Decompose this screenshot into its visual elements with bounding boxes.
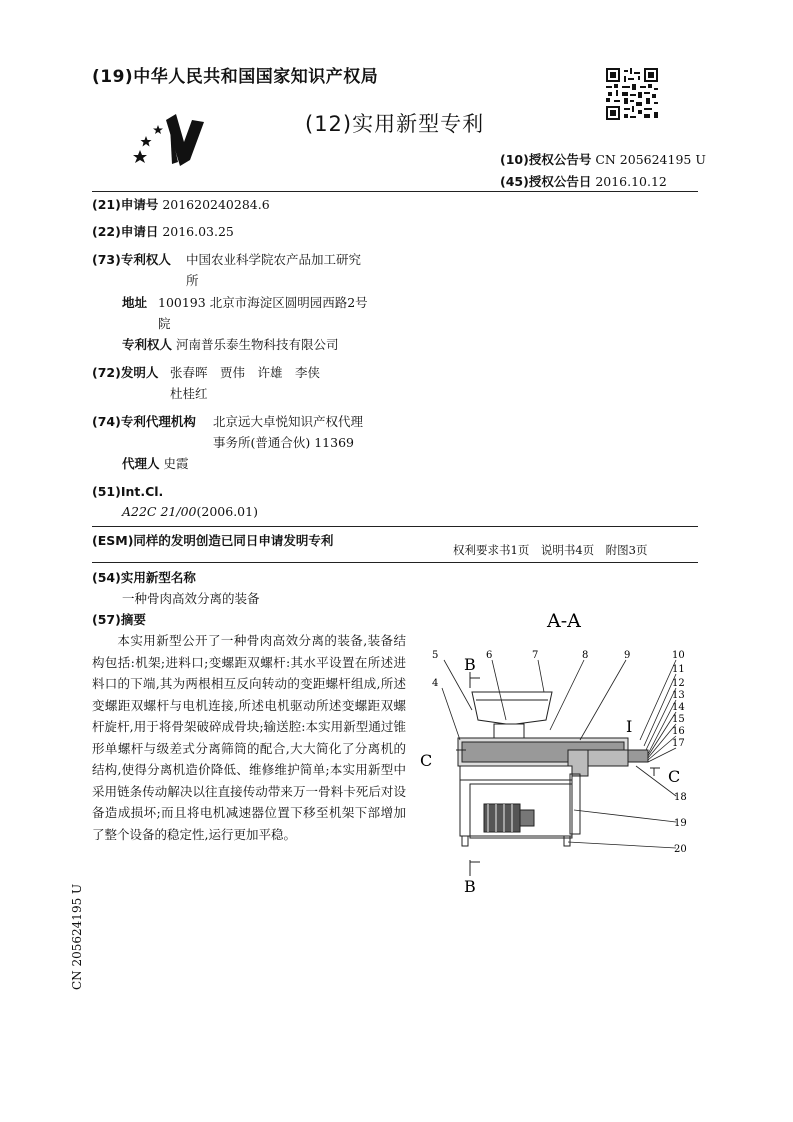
- svg-text:6: 6: [486, 650, 493, 661]
- side-publication-number: CN 205624195 U: [70, 883, 84, 990]
- int-cl-code: A22C 21/00(2006.01): [122, 504, 258, 519]
- title-rule: [92, 562, 698, 563]
- svg-text:20: 20: [674, 844, 687, 855]
- svg-text:18: 18: [674, 792, 687, 803]
- agency: 北京远大卓悦知识产权代理 事务所(普通合伙) 11369: [213, 414, 364, 450]
- patent-kind: (12)实用新型专利: [305, 112, 485, 136]
- svg-text:B: B: [464, 655, 476, 674]
- svg-text:12: 12: [672, 678, 685, 689]
- utility-model-title-label: (54)实用新型名称: [92, 570, 196, 585]
- address-label: 地址: [122, 295, 148, 310]
- svg-text:13: 13: [672, 690, 685, 701]
- utility-model-title: 一种骨肉高效分离的装备: [122, 591, 260, 606]
- pub-number-line: [500, 150, 706, 168]
- inventors: 张春晖 贾伟 许雄 李侠 杜桂红: [170, 365, 321, 401]
- svg-text:16: 16: [672, 726, 685, 737]
- svg-text:7: 7: [532, 650, 539, 661]
- inventor-label: (72)发明人: [92, 365, 159, 380]
- svg-text:C: C: [420, 751, 433, 770]
- svg-text:B: B: [464, 877, 476, 896]
- abstract-text: 本实用新型公开了一种骨肉高效分离的装备,装备结构包括:机架;进料口;变螺距双螺杆:其水平设置在所述进料口的下端,其为两根相互反向转动的变距螺杆组成,所述变螺距双螺杆与电机连接,所述电机驱动所述变螺距双螺杆旋杆,用于将骨架破碎成骨块;输送腔:本实用新型通过锥形单螺杆与级差式分离筛筒的配合,大大简化了分离机的结构,使得分离机造价降低、维修维护简单;本实用新型中采用链条传动解决以往直接传动带来万一骨料卡死后对设备造成损坏;而且将电机减速器位置下移至机架下部增加了整个设备的稳定性,运行更加平稳。: [92, 633, 406, 842]
- pub-date-line: [500, 172, 667, 190]
- address: 100193 北京市海淀区圆明园西路2号 院: [158, 295, 368, 331]
- pub-number-label: (10)授权公告号: [500, 152, 592, 167]
- int-cl-label: (51)Int.Cl.: [92, 484, 164, 499]
- esm-rule: [92, 526, 698, 527]
- page-counts: 权利要求书1页 说明书4页 附图3页: [453, 543, 648, 557]
- patentee-2: 专利权人 河南普乐泰生物科技有限公司: [122, 337, 339, 352]
- patentee-label: (73)专利权人: [92, 252, 171, 267]
- application-date: (22)申请日 2016.03.25: [92, 224, 234, 239]
- svg-text:I: I: [626, 717, 633, 736]
- pub-number: CN 205624195 U: [595, 152, 706, 167]
- section-title: A-A: [547, 610, 581, 632]
- svg-text:10: 10: [672, 650, 685, 661]
- header-rule: [92, 191, 698, 192]
- agent: 代理人 史霞: [122, 456, 189, 471]
- esm-note: (ESM)同样的发明创造已同日申请发明专利: [92, 533, 334, 548]
- svg-text:17: 17: [672, 738, 685, 749]
- svg-text:15: 15: [672, 714, 685, 725]
- pub-date: 2016.10.12: [595, 174, 667, 189]
- qr-code: [606, 68, 658, 120]
- agency-label: (74)专利代理机构: [92, 414, 196, 429]
- office-name: (19)中华人民共和国国家知识产权局: [92, 67, 379, 87]
- svg-text:4: 4: [432, 678, 439, 689]
- patentee-1: 中国农业科学院农产品加工研究 所: [186, 252, 362, 288]
- svg-text:8: 8: [582, 650, 589, 661]
- svg-text:9: 9: [624, 650, 631, 661]
- pub-date-label: (45)授权公告日: [500, 174, 592, 189]
- svg-text:11: 11: [672, 664, 685, 675]
- svg-text:5: 5: [432, 650, 439, 661]
- cnipa-logo: [132, 112, 212, 172]
- section-drawing: [410, 600, 710, 900]
- application-number: (21)申请号 201620240284.6: [92, 197, 270, 212]
- svg-text:14: 14: [672, 702, 685, 713]
- svg-text:19: 19: [674, 818, 687, 829]
- abstract-label: (57)摘要: [92, 612, 146, 627]
- svg-text:C: C: [668, 767, 681, 786]
